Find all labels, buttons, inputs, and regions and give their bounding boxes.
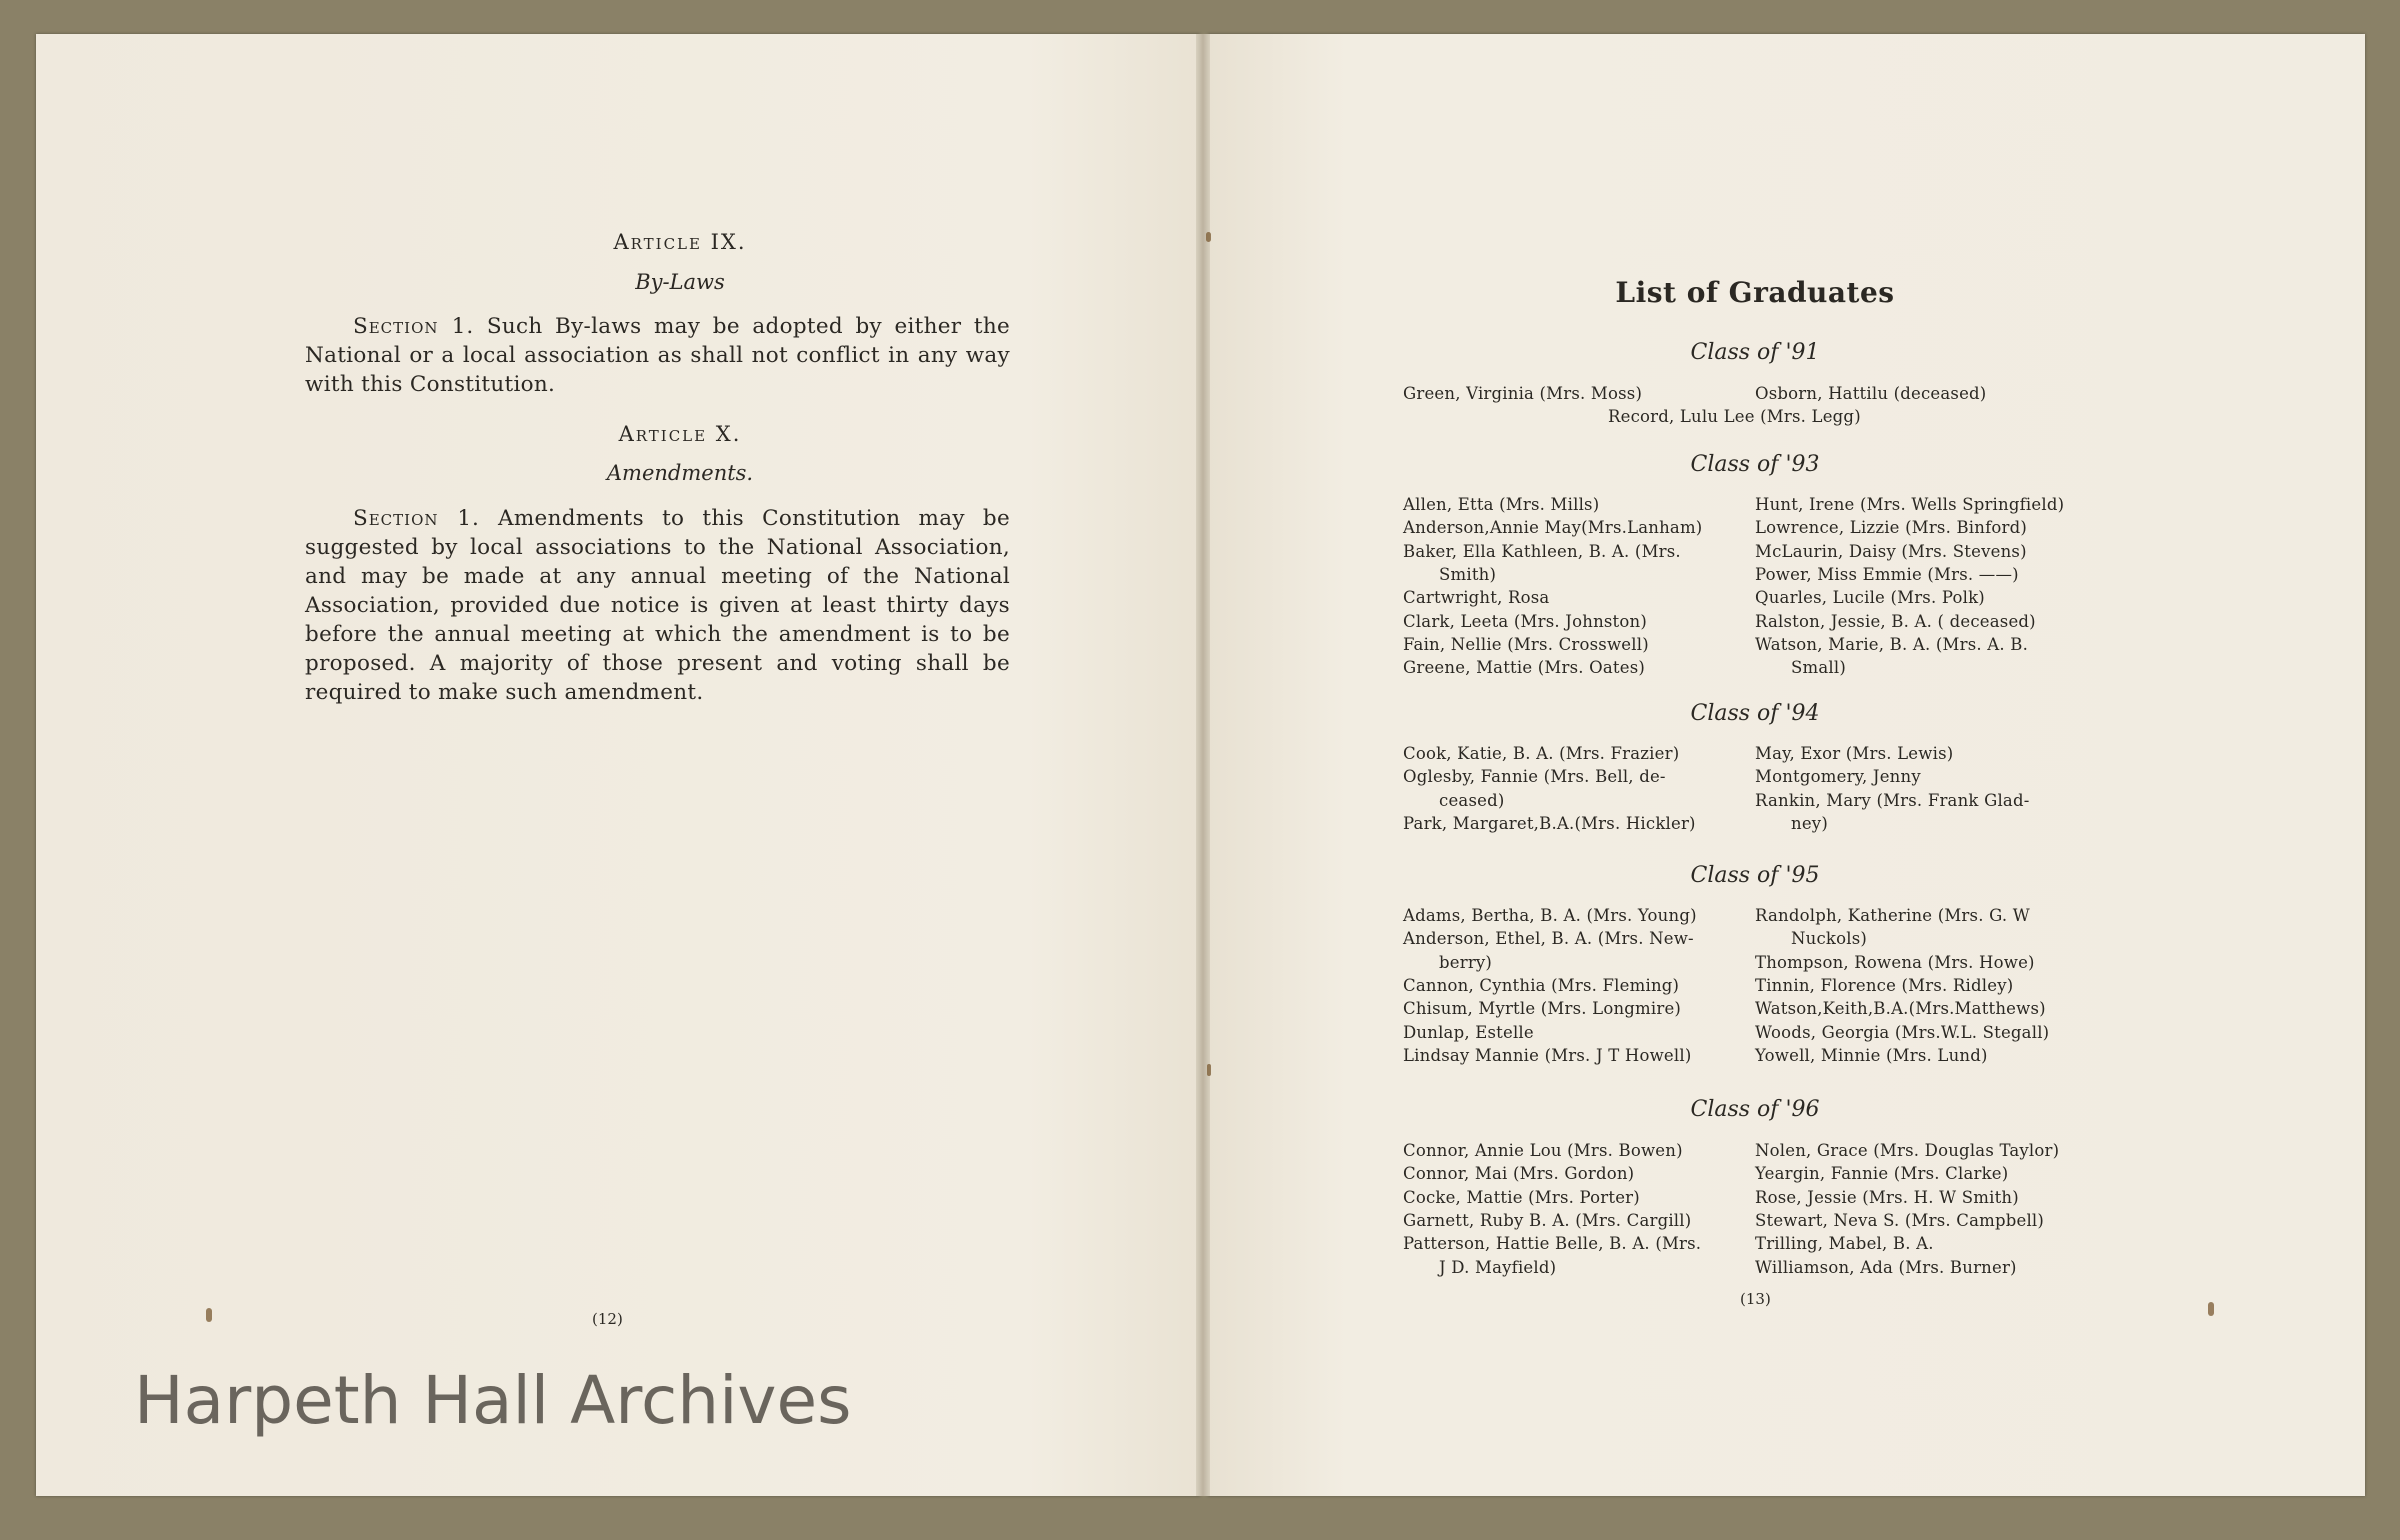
article-ix-subheading: By-Laws xyxy=(635,270,725,294)
graduate-entry-right: Watson,Keith,B.A.(Mrs.Matthews) xyxy=(1755,999,2046,1019)
graduate-entry-left: Oglesby, Fannie (Mrs. Bell, de- xyxy=(1403,767,1666,787)
graduate-entry-left: Patterson, Hattie Belle, B. A. (Mrs. xyxy=(1403,1234,1702,1254)
graduate-entry-right: Quarles, Lucile (Mrs. Polk) xyxy=(1755,588,1985,608)
graduate-entry-right: Small) xyxy=(1791,658,1846,678)
graduate-entry-right: Watson, Marie, B. A. (Mrs. A. B. xyxy=(1755,634,2029,654)
graduate-entry-left: Garnett, Ruby B. A. (Mrs. Cargill) xyxy=(1403,1210,1692,1230)
graduate-entry-left: Baker, Ella Kathleen, B. A. (Mrs. xyxy=(1403,541,1681,561)
graduate-entry-right: Ralston, Jessie, B. A. ( deceased) xyxy=(1755,611,2036,631)
graduate-entry-right: McLaurin, Daisy (Mrs. Stevens) xyxy=(1755,541,2027,561)
article-x-section-text: Amendments to this Constitution may be suggested by local associations to the National Association, and may be made at any annual meeting of the National Association, provided due notice is given at least thirty days before the annual meeting at which the amendment is to be proposed. A majority of those present and voting shall be required to make such amendment. xyxy=(305,506,1010,705)
graduate-entry-right: Power, Miss Emmie (Mrs. ——) xyxy=(1755,564,2019,584)
graduate-entry-left: Adams, Bertha, B. A. (Mrs. Young) xyxy=(1403,906,1697,925)
graduate-entry-left: Allen, Etta (Mrs. Mills) xyxy=(1403,495,1600,514)
graduate-entry-right: Woods, Georgia (Mrs.W.L. Stegall) xyxy=(1755,1022,2050,1042)
archive-watermark: Harpeth Hall Archives xyxy=(134,1362,852,1439)
graduate-entry-right: Trilling, Mabel, B. A. xyxy=(1755,1234,1934,1254)
graduate-entry-left: berry) xyxy=(1439,952,1493,972)
page-number-left: (12) xyxy=(592,1310,623,1328)
class-heading: Class of '93 xyxy=(1690,452,1820,477)
article-x-section-label: Section 1. xyxy=(353,506,480,531)
paper-blemish xyxy=(2208,1302,2214,1316)
graduate-entry-right: Stewart, Neva S. (Mrs. Campbell) xyxy=(1755,1210,2045,1230)
graduate-entry-right: Randolph, Katherine (Mrs. G. W xyxy=(1755,906,2030,925)
paper-blemish xyxy=(1206,232,1211,242)
graduate-entry-left: Smith) xyxy=(1439,564,1497,584)
graduate-entry-right: Tinnin, Florence (Mrs. Ridley) xyxy=(1755,975,2014,995)
graduate-entry-left: Greene, Mattie (Mrs. Oates) xyxy=(1403,658,1645,678)
graduate-entry-left: J D. Mayfield) xyxy=(1439,1257,1557,1277)
graduate-entry-left: Dunlap, Estelle xyxy=(1403,1022,1534,1042)
article-x-subheading: Amendments. xyxy=(606,461,754,485)
graduate-entry-left: Anderson,Annie May(Mrs.Lanham) xyxy=(1403,518,1703,538)
page-number-right: (13) xyxy=(1740,1290,1771,1308)
graduate-entry-right: Montgomery, Jenny xyxy=(1755,767,1921,787)
graduate-entry-left: Lindsay Mannie (Mrs. J T Howell) xyxy=(1403,1045,1692,1065)
article-ix-section-1 xyxy=(305,312,1010,399)
graduate-entry-right: Yowell, Minnie (Mrs. Lund) xyxy=(1755,1045,1988,1065)
graduate-entry-right: Nuckols) xyxy=(1791,929,1868,949)
paper-blemish xyxy=(206,1308,212,1322)
class-heading: Class of '94 xyxy=(1690,701,1820,726)
graduate-entry-left: Green, Virginia (Mrs. Moss) xyxy=(1403,384,1643,403)
list-title: List of Graduates xyxy=(1615,276,1895,309)
graduate-entry-right: Nolen, Grace (Mrs. Douglas Taylor) xyxy=(1755,1141,2060,1160)
graduate-entry-left: Anderson, Ethel, B. A. (Mrs. New- xyxy=(1403,929,1694,949)
article-ix-heading: Article IX. xyxy=(613,230,747,254)
graduate-entry-left: Fain, Nellie (Mrs. Crosswell) xyxy=(1403,634,1649,654)
graduate-entry-right: Williamson, Ada (Mrs. Burner) xyxy=(1755,1257,2017,1277)
book-gutter xyxy=(1196,34,1210,1496)
article-ix-section-text: Such By-laws may be adopted by either the National or a local association as shall not conflict in any way with this Constitution. xyxy=(305,314,1011,397)
graduate-entry-right: Rankin, Mary (Mrs. Frank Glad- xyxy=(1755,790,2030,810)
graduate-entry-left: Chisum, Myrtle (Mrs. Longmire) xyxy=(1403,999,1682,1019)
article-x-heading: Article X. xyxy=(618,422,742,446)
class-heading: Class of '91 xyxy=(1690,340,1820,365)
graduate-entry-right: ney) xyxy=(1791,813,1828,833)
graduate-entry-right: Rose, Jessie (Mrs. H. W Smith) xyxy=(1755,1187,2019,1207)
class-heading: Class of '96 xyxy=(1690,1097,1820,1122)
graduate-entry-left: Connor, Mai (Mrs. Gordon) xyxy=(1403,1164,1635,1184)
graduate-entry-right: Thompson, Rowena (Mrs. Howe) xyxy=(1755,952,2035,972)
graduate-entry-left: ceased) xyxy=(1439,790,1505,810)
graduate-entry-left: Cocke, Mattie (Mrs. Porter) xyxy=(1403,1187,1640,1207)
paper-blemish xyxy=(1207,1064,1211,1076)
graduate-entry-left: Clark, Leeta (Mrs. Johnston) xyxy=(1403,611,1647,631)
graduate-entry-right: Yeargin, Fannie (Mrs. Clarke) xyxy=(1755,1164,2009,1184)
graduate-entry-left: Cannon, Cynthia (Mrs. Fleming) xyxy=(1403,975,1680,995)
graduate-entry-right: Hunt, Irene (Mrs. Wells Springfield) xyxy=(1755,495,2065,514)
graduate-entry-right: Osborn, Hattilu (deceased) xyxy=(1755,384,1987,403)
graduate-entry-left: Cook, Katie, B. A. (Mrs. Frazier) xyxy=(1403,744,1680,763)
article-x-section-1 xyxy=(305,504,1010,707)
graduate-entry-right: May, Exor (Mrs. Lewis) xyxy=(1755,744,1954,763)
graduate-entry-left: Cartwright, Rosa xyxy=(1403,588,1550,608)
graduate-entry-left: Record, Lulu Lee (Mrs. Legg) xyxy=(1608,407,1861,427)
graduate-entry-right: Lowrence, Lizzie (Mrs. Binford) xyxy=(1755,518,2028,538)
graduate-entry-left: Park, Margaret,B.A.(Mrs. Hickler) xyxy=(1403,813,1696,833)
graduate-entry-left: Connor, Annie Lou (Mrs. Bowen) xyxy=(1403,1141,1683,1160)
class-heading: Class of '95 xyxy=(1690,863,1820,888)
article-ix-section-label: Section 1. xyxy=(353,314,475,339)
right-page xyxy=(1208,34,2365,1496)
